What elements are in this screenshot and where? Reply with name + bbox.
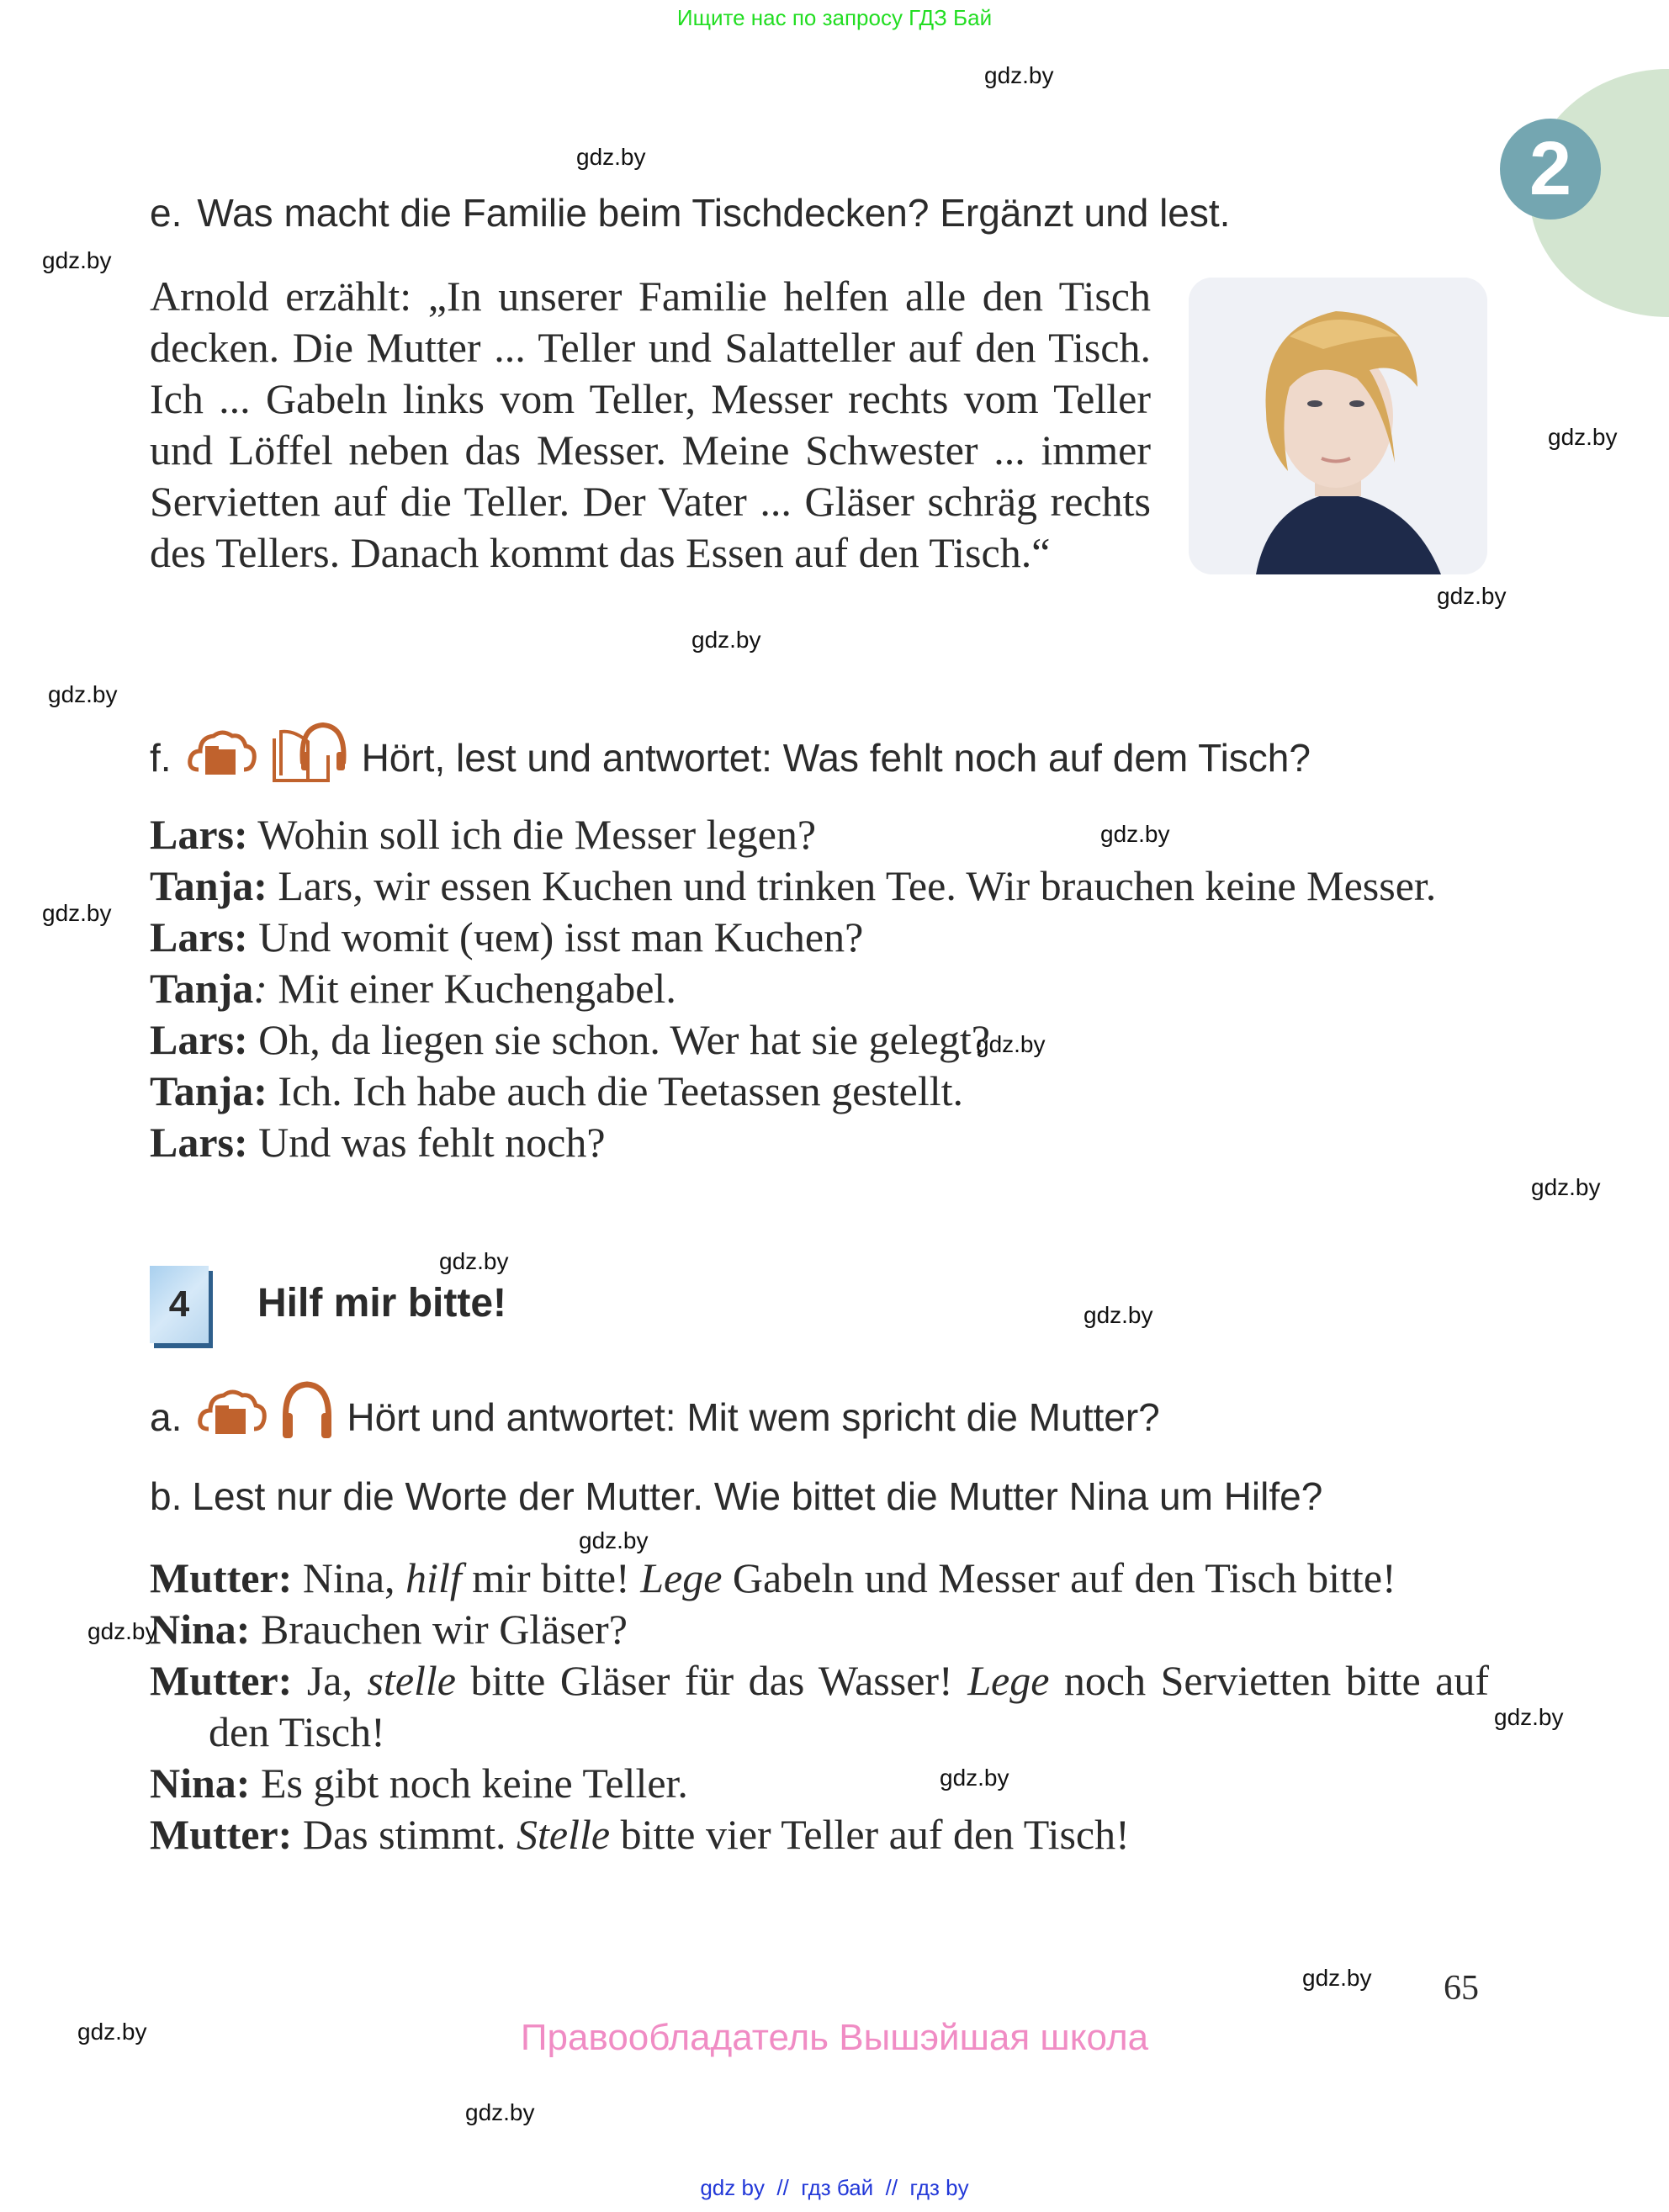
separator: :: [253, 965, 268, 1012]
watermark-text: gdz.by: [691, 627, 761, 653]
emphasis-verb: hilf: [405, 1554, 462, 1601]
watermark-text: gdz.by: [1548, 424, 1618, 450]
line-text: Ja,: [292, 1657, 368, 1704]
watermark-text: gdz.by: [1531, 1174, 1601, 1200]
section-f-letter: f.: [150, 735, 172, 780]
speaker: Lars:: [150, 1016, 248, 1063]
line-text: Nina,: [292, 1554, 406, 1601]
dialog-line: [150, 1655, 1489, 1758]
task4-title: Hilf mir bitte!: [257, 1281, 506, 1326]
watermark-text: gdz.by: [576, 144, 646, 170]
task4-a-letter: a.: [150, 1394, 183, 1439]
lars-tanja-dialog: [150, 809, 1489, 1168]
speaker: Tanja:: [150, 1067, 268, 1114]
line-text: Wohin soll ich die Messer legen?: [247, 811, 817, 858]
speaker: Mutter:: [150, 1657, 293, 1704]
boy-portrait-photo: [1189, 278, 1487, 574]
chapter-badge: 2: [1500, 119, 1601, 220]
dialog-line: [150, 1066, 1489, 1117]
task4-b-title: Lest nur die Worte der Mutter. Wie bittet die Mutter Nina um Hilfe?: [192, 1474, 1323, 1518]
line-text: Lars, wir essen Kuchen und trinken Tee. Wir brauchen keine Messer.: [267, 862, 1437, 909]
line-text: Das stimmt.: [292, 1811, 517, 1858]
watermark-text: gdz.by: [579, 1527, 649, 1553]
watermark-text: gdz.by: [439, 1248, 509, 1274]
footer-links[interactable]: gdz by // гдз бай // гдз by: [700, 2175, 969, 2200]
watermark-text: gdz.by: [940, 1765, 1009, 1791]
line-text: bitte vier Teller auf den Tisch!: [610, 1811, 1130, 1858]
section-e-heading: [150, 190, 1230, 235]
speaker: Mutter:: [150, 1554, 293, 1601]
section-f-title: Hört, lest und antwortet: Was fehlt noch auf dem Tisch?: [361, 735, 1311, 780]
speaker: Lars:: [150, 1119, 248, 1166]
watermark-text: gdz.by: [42, 247, 112, 273]
watermark-text: gdz.by: [87, 1618, 157, 1644]
line-text: Ich. Ich habe auch die Teetassen gestellt.: [267, 1067, 964, 1114]
section-f-heading: [150, 722, 1311, 793]
speaker: Mutter:: [150, 1811, 293, 1858]
arnold-paragraph: Arnold erzählt: „In unserer Familie helfen alle den Tisch decken. Die Mutter ... Teller und Salatteller auf den Tisch. Ich ... Gabeln links vom Teller, Messer rechts vom Teller und Löffel neben das Messer. Meine Schwester ... immer Servietten auf die Teller. Der Vater ... Gläser schräg rechts des Tellers. Danach kommt das Essen auf den Tisch.“: [150, 273, 1151, 576]
dialog-line: [150, 860, 1489, 912]
line-text: noch Servietten bitte auf den Tisch!: [209, 1657, 1489, 1755]
speaker: Tanja:: [150, 862, 268, 909]
task4-a-title: Hört und antwortet: Mit wem spricht die Mutter?: [347, 1394, 1160, 1439]
watermark-text: gdz.by: [1100, 821, 1170, 847]
cloud-folder-icon[interactable]: [197, 1387, 268, 1447]
speaker: Lars:: [150, 811, 248, 858]
book-headphones-icon[interactable]: [269, 722, 350, 793]
page-number: 65: [1444, 1969, 1479, 2008]
rights-notice: Правообладатель Вышэйшая школа: [520, 2017, 1149, 2058]
watermark-text: gdz.by: [1084, 1302, 1153, 1328]
dialog-line: [150, 1758, 1489, 1809]
speaker: Tanja: [150, 965, 254, 1012]
line-text: Und womit (чем) isst man Kuchen?: [247, 913, 864, 960]
watermark-text: gdz.by: [48, 681, 118, 707]
emphasis-verb: Lege: [640, 1554, 723, 1601]
watermark-text: gdz.by: [1302, 1965, 1372, 1991]
line-text: mir bitte!: [461, 1554, 641, 1601]
line-text: Gabeln und Messer auf den Tisch bitte!: [722, 1554, 1396, 1601]
speaker: Lars:: [150, 913, 248, 960]
emphasis-verb: stelle: [367, 1657, 457, 1704]
dialog-line: [150, 963, 1489, 1014]
emphasis-verb: Stelle: [517, 1811, 611, 1858]
headphones-icon[interactable]: [279, 1381, 335, 1453]
line-text: Und was fehlt noch?: [247, 1119, 606, 1166]
dialog-line: [150, 1809, 1489, 1860]
line-text: Mit einer Kuchengabel.: [267, 965, 676, 1012]
watermark-text: gdz.by: [77, 2019, 147, 2045]
watermark-text: gdz.by: [465, 2099, 535, 2125]
emphasis-verb: Lege: [967, 1657, 1050, 1704]
task4-a-heading: [150, 1381, 1160, 1453]
dialog-line: [150, 1117, 1489, 1168]
dialog-line: [150, 912, 1489, 963]
mutter-nina-dialog: [150, 1553, 1489, 1860]
watermark-text: gdz.by: [976, 1031, 1046, 1057]
watermark-text: gdz.by: [1437, 583, 1507, 609]
watermark-text: gdz.by: [1494, 1704, 1564, 1730]
line-text: Oh, da liegen sie schon. Wer hat sie gelegt?: [247, 1016, 990, 1063]
task4-b-letter: b.: [150, 1474, 183, 1518]
line-text: Es gibt noch keine Teller.: [250, 1760, 688, 1807]
dialog-line: [150, 1553, 1489, 1604]
cloud-folder-icon[interactable]: [187, 728, 257, 787]
dialog-line: [150, 1014, 1489, 1066]
task-number-badge: 4: [150, 1266, 209, 1343]
watermark-text: gdz.by: [42, 900, 112, 926]
section-e-letter: e.: [150, 191, 183, 235]
watermark-text: gdz.by: [984, 62, 1054, 88]
speaker: Nina:: [150, 1606, 251, 1653]
dialog-line: [150, 1604, 1489, 1655]
speaker: Nina:: [150, 1760, 251, 1807]
portrait-image-icon: [1189, 278, 1487, 574]
line-text: bitte Gläser für das Wasser!: [456, 1657, 968, 1704]
top-banner[interactable]: Ищите нас по запросу ГДЗ Бай: [676, 5, 993, 30]
task4-b-heading: [150, 1474, 1322, 1519]
dialog-line: [150, 809, 1489, 860]
section-e-title: Was macht die Familie beim Tischdecken? Ergänzt und lest.: [197, 191, 1231, 235]
line-text: Brauchen wir Gläser?: [250, 1606, 628, 1653]
